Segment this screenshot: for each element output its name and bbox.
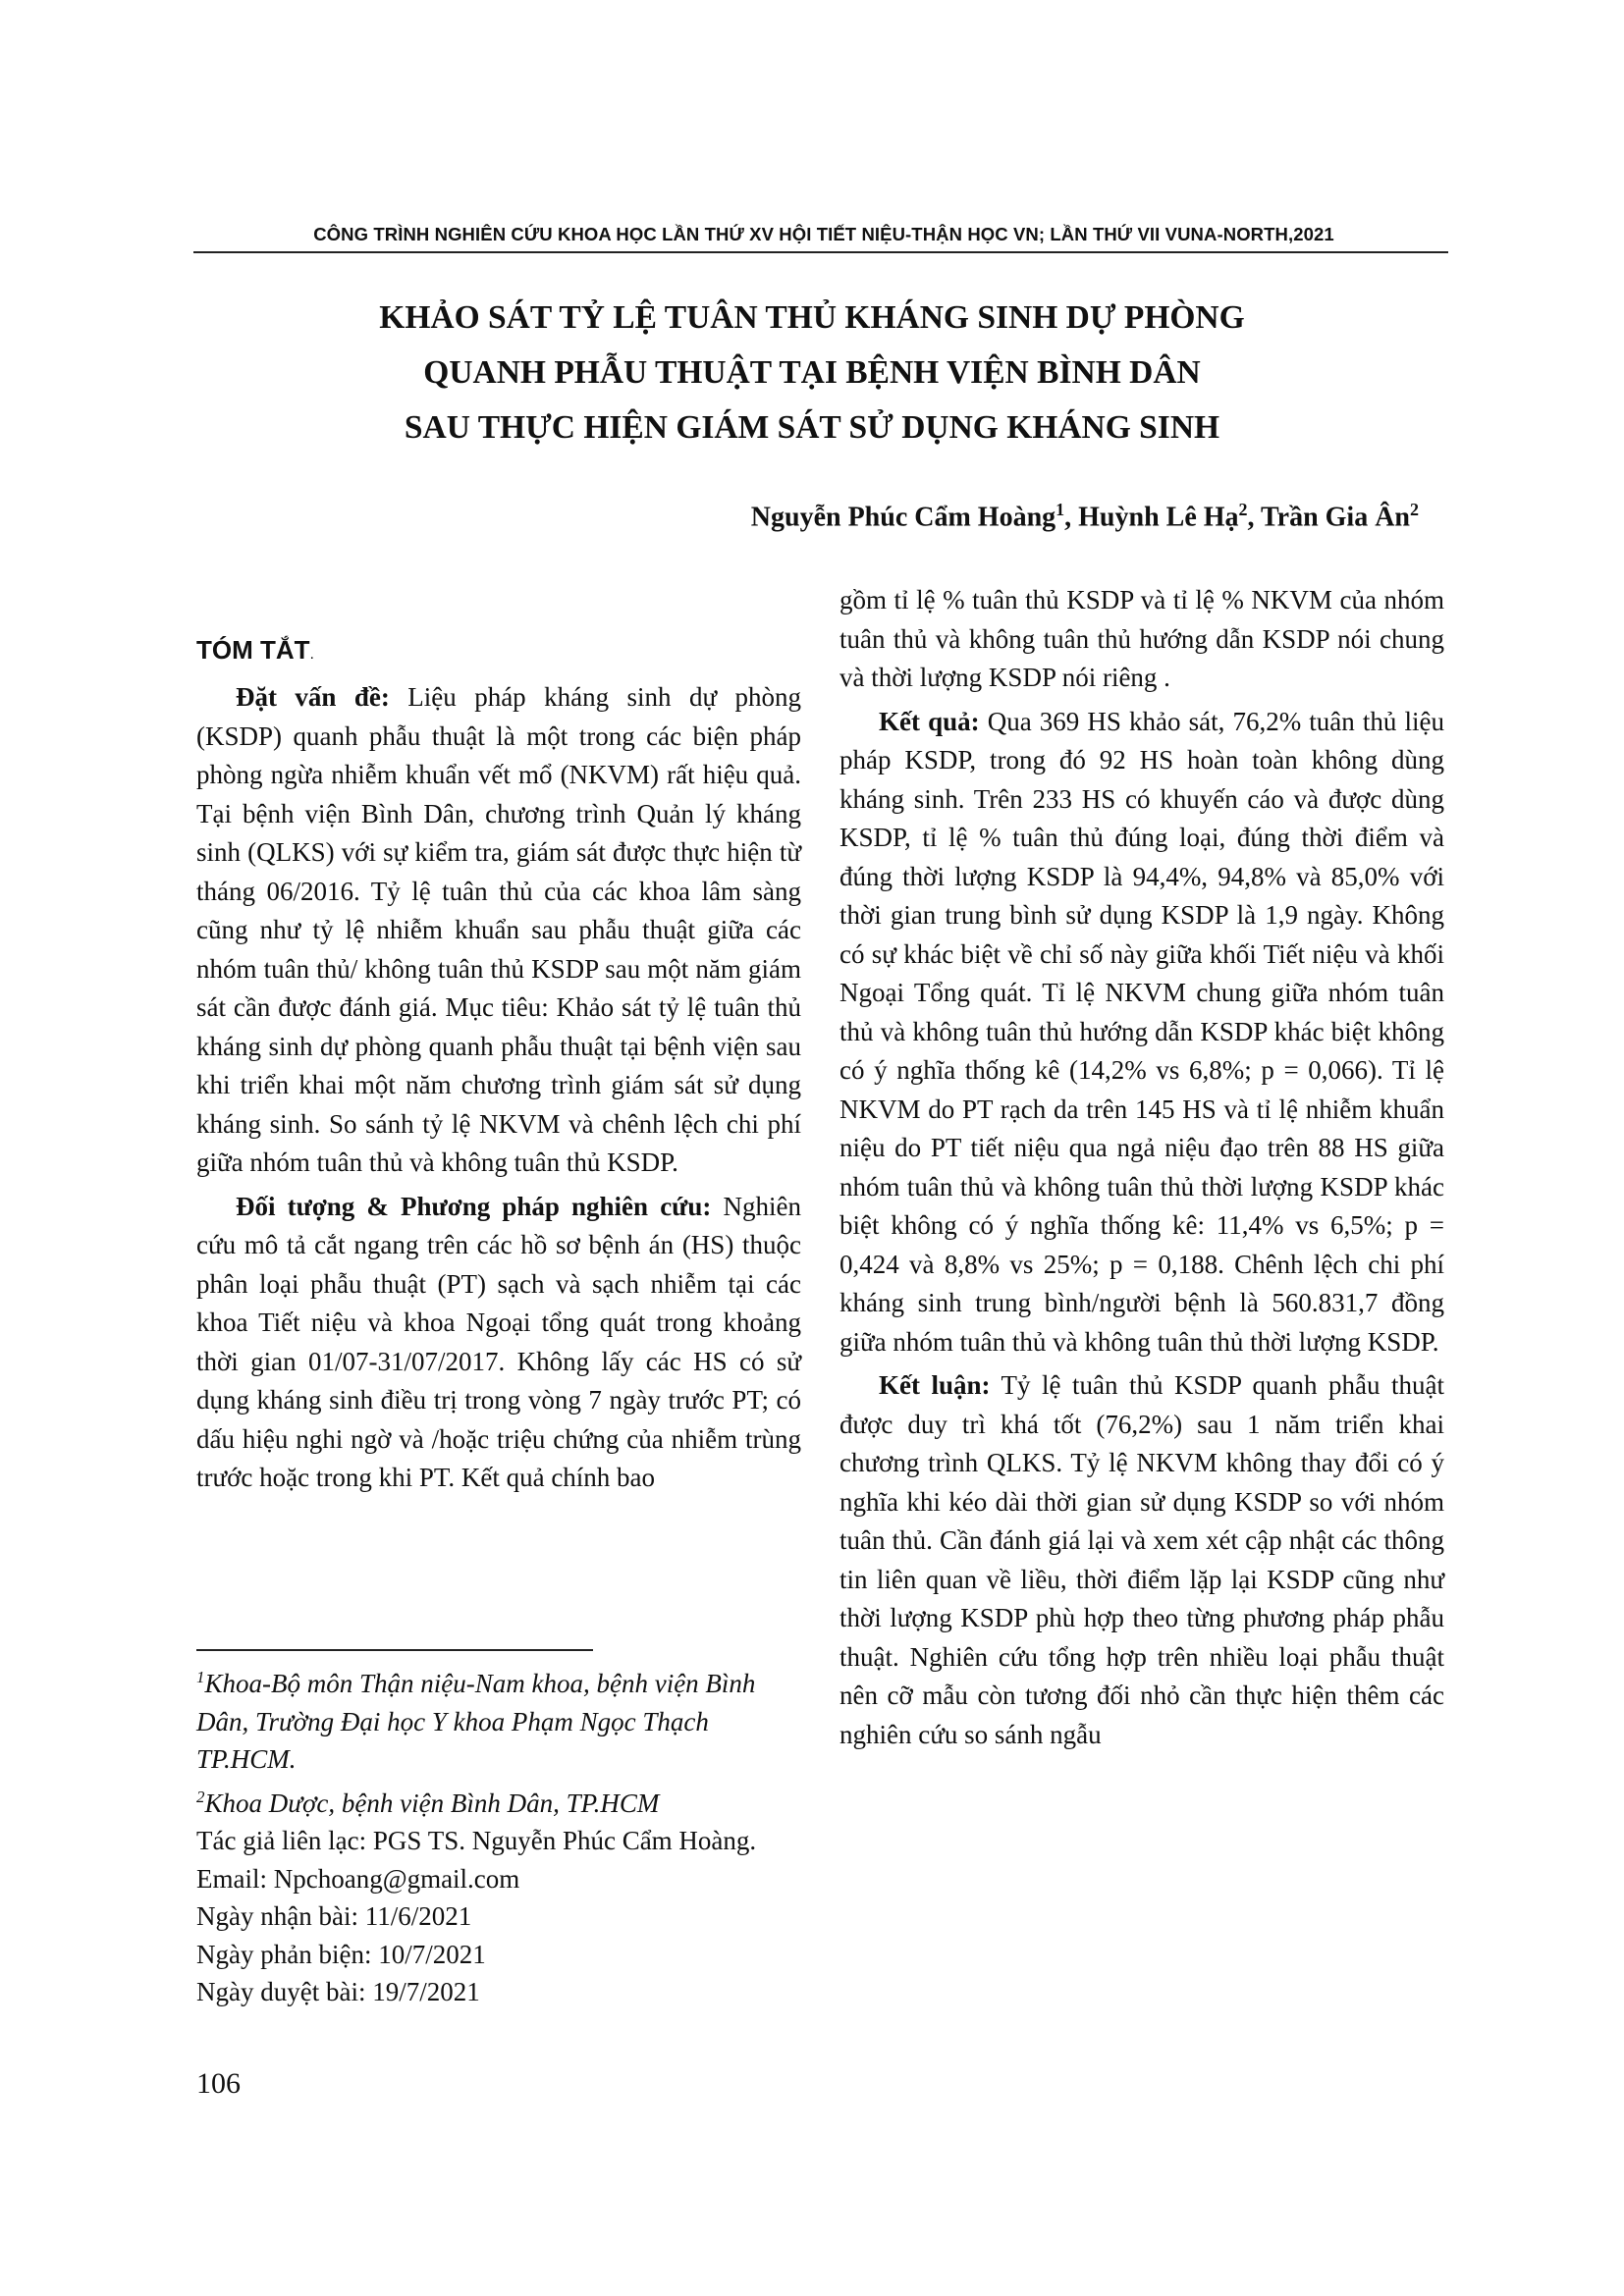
abstract-background <box>196 678 801 1183</box>
abstract-results <box>839 703 1444 1362</box>
footnote-affiliation-1 <box>196 1659 801 1779</box>
title-line-3: SAU THỰC HIỆN GIÁM SÁT SỬ DỤNG KHÁNG SINH <box>404 409 1220 446</box>
background-label: Đặt vấn đề: <box>236 682 390 712</box>
abstract-heading-text: TÓM TẮT <box>196 635 310 665</box>
contact-email: Email: Npchoang@gmail.com <box>196 1863 520 1894</box>
date-accepted: Ngày duyệt bài: 19/7/2021 <box>196 1977 480 2006</box>
date-received: Ngày nhận bài: 11/6/2021 <box>196 1901 472 1931</box>
title-line-2: QUANH PHẪU THUẬT TẠI BỆNH VIỆN BÌNH DÂN <box>423 354 1201 391</box>
methods-label: Đối tượng & Phương pháp nghiên cứu: <box>236 1191 712 1221</box>
title-line-1: KHẢO SÁT TỶ LỆ TUÂN THỦ KHÁNG SINH DỰ PHÒNG <box>379 299 1245 336</box>
results-label: Kết quả: <box>879 706 980 736</box>
footnote-text: Khoa-Bộ môn Thận niệu-Nam khoa, bệnh viện Bình Dân, Trường Đại học Y khoa Phạm Ngọc Thạch TP.HCM. <box>196 1669 756 1774</box>
abstract-conclusion <box>839 1366 1444 1754</box>
author-affiliation-mark: 2 <box>1410 500 1419 519</box>
author-separator: , <box>1064 502 1079 533</box>
footnote-affiliation-2 <box>196 1779 801 1823</box>
author-list <box>751 500 1419 533</box>
corresponding-author: Tác giả liên lạc: PGS TS. Nguyễn Phúc Cẩm Hoàng. <box>196 1826 757 1855</box>
methods-text: Nghiên cứu mô tả cắt ngang trên các hồ sơ bệnh án (HS) thuộc phân loại phẫu thuật (PT) sạch và sạch nhiễm tại các khoa Tiết niệu và khoa Ngoại tổng quát trong khoảng thời gian 01/07-31/07/2017. Không lấy các HS có sử dụng kháng sinh điều trị trong vòng 7 ngày trước PT; có dấu hiệu nghi ngờ và /hoặc triệu chứng của nhiễm trùng trước hoặc trong khi PT. Kết quả chính bao <box>196 1191 802 1492</box>
left-column <box>196 631 801 1503</box>
footnote-rule <box>196 1649 593 1651</box>
author-name: Huỳnh Lê Hạ <box>1078 502 1239 533</box>
date-reviewed: Ngày phản biện: 10/7/2021 <box>196 1939 486 1969</box>
right-column <box>839 581 1444 1759</box>
abstract-methods-continued: gồm tỉ lệ % tuân thủ KSDP và tỉ lệ % NKVM của nhóm tuân thủ và không tuân thủ hướng dẫn KSDP nói chung và thời lượng KSDP nói riêng . <box>839 585 1444 692</box>
author-name: Trần Gia Ân <box>1261 502 1410 533</box>
page-number: 106 <box>196 2067 241 2100</box>
footnote-mark: 2 <box>196 1787 205 1806</box>
abstract-heading <box>196 631 801 673</box>
author-affiliation-mark: 2 <box>1238 500 1248 519</box>
footnotes <box>196 1659 801 2011</box>
footnote-text: Khoa Dược, bệnh viện Bình Dân, TP.HCM <box>204 1788 660 1818</box>
abstract-heading-dot: . <box>309 646 314 663</box>
author-name: Nguyễn Phúc Cẩm Hoàng <box>750 502 1056 533</box>
running-header: CÔNG TRÌNH NGHIÊN CỨU KHOA HỌC LẦN THỨ XV HỘI TIẾT NIỆU-THẬN HỌC VN; LẦN THỨ VII VUNA-NORTH,2021 <box>313 224 1334 244</box>
header-rule <box>193 251 1448 253</box>
author-affiliation-mark: 1 <box>1056 500 1065 519</box>
article-title <box>196 291 1428 455</box>
author-separator: , <box>1247 502 1262 533</box>
background-text: Liệu pháp kháng sinh dự phòng (KSDP) quanh phẫu thuật là một trong các biện pháp phòng ngừa nhiễm khuẩn vết mổ (NKVM) rất hiệu quả. Tại bệnh viện Bình Dân, chương trình Quản lý kháng sinh (QLKS) với sự kiểm tra, giám sát được thực hiện từ tháng 06/2016. Tỷ lệ tuân thủ của các khoa lâm sàng cũng như tỷ lệ nhiễm khuẩn sau phẫu thuật giữa các nhóm tuân thủ/ không tuân thủ KSDP sau một năm giám sát cần được đánh giá. Mục tiêu: Khảo sát tỷ lệ tuân thủ kháng sinh dự phòng quanh phẫu thuật tại bệnh viện sau khi triển khai một năm chương trình giám sát sử dụng kháng sinh. So sánh tỷ lệ NKVM và chênh lệch chi phí giữa nhóm tuân thủ và không tuân thủ KSDP. <box>196 682 802 1177</box>
footnote-mark: 1 <box>196 1668 205 1686</box>
conclusion-text: Tỷ lệ tuân thủ KSDP quanh phẫu thuật được duy trì khá tốt (76,2%) sau 1 năm triển khai chương trình QLKS. Tỷ lệ NKVM không thay đổi có ý nghĩa khi kéo dài thời gian sử dụng KSDP so với nhóm tuân thủ. Cần đánh giá lại và xem xét cập nhật các thông tin liên quan về liều, thời điểm lặp lại KSDP cũng như thời lượng KSDP phù hợp theo từng phương pháp phẫu thuật. Nghiên cứu tổng hợp trên nhiều loại phẫu thuật nên cỡ mẫu còn tương đối nhỏ cần thực hiện thêm các nghiên cứu so sánh ngẫu <box>839 1370 1444 1749</box>
results-text: Qua 369 HS khảo sát, 76,2% tuân thủ liệu pháp KSDP, trong đó 92 HS hoàn toàn không dùng kháng sinh. Trên 233 HS có khuyến cáo và được dùng KSDP, tỉ lệ % tuân thủ đúng loại, đúng thời điểm và đúng thời lượng KSDP là 94,4%, 94,8% và 85,0% với thời gian trung bình sử dụng KSDP là 1,9 ngày. Không có sự khác biệt về chỉ số này giữa khối Tiết niệu và khối Ngoại Tổng quát. Tỉ lệ NKVM chung giữa nhóm tuân thủ và không tuân thủ hướng dẫn KSDP khác biệt không có ý nghĩa thống kê (14,2% vs 6,8%; p = 0,066). Tỉ lệ NKVM do PT rạch da trên 145 HS và tỉ lệ nhiễm khuẩn niệu do PT tiết niệu qua ngả niệu đạo trên 88 HS giữa nhóm tuân thủ và không tuân thủ thời lượng KSDP khác biệt không có ý nghĩa thống kê: 11,4% vs 6,5%; p = 0,424 và 8,8% vs 25%; p = 0,188. Chênh lệch chi phí kháng sinh trung bình/người bệnh là 560.831,7 đồng giữa nhóm tuân thủ và không tuân thủ thời lượng KSDP. <box>839 706 1444 1357</box>
abstract-methods <box>196 1188 801 1498</box>
conclusion-label: Kết luận: <box>879 1370 991 1400</box>
